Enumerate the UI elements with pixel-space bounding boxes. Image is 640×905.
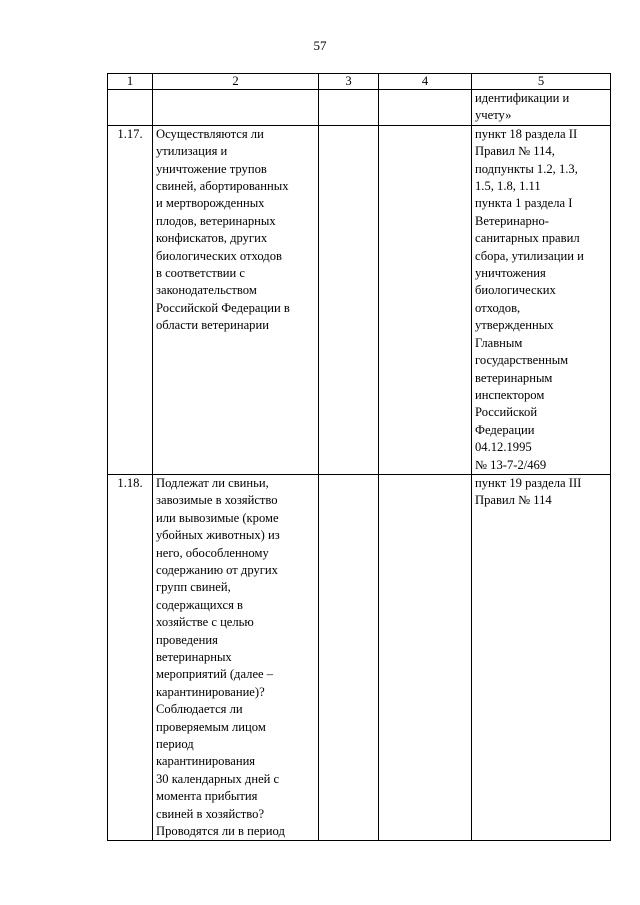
header-col-3: 3 <box>319 74 379 90</box>
question-line: свиней в хозяйство? <box>156 806 265 821</box>
reference-line: Ветеринарно- <box>475 213 549 228</box>
header-col-1: 1 <box>108 74 153 90</box>
question-line: и мертворожденных <box>156 196 265 211</box>
table-row-1-17 <box>108 125 611 474</box>
header-col-5: 5 <box>472 74 611 90</box>
reference-line: пункта 1 раздела I <box>475 196 573 211</box>
question-line: содержащихся в <box>156 597 243 612</box>
question-line: проверяемым лицом <box>156 719 266 734</box>
question-line: Осуществляются ли <box>156 126 264 141</box>
cell-col4 <box>379 125 472 474</box>
reference-line: подпункты 1.2, 1.3, <box>475 161 578 176</box>
inspection-table <box>107 73 611 841</box>
question-line: карантинирование)? <box>156 684 265 699</box>
question-line: него, обособленному <box>156 545 269 560</box>
cell-col4 <box>379 474 472 841</box>
reference-line: отходов, <box>475 300 521 315</box>
table-row-continuation <box>108 90 611 126</box>
cell-reference <box>472 90 611 126</box>
page-number: 57 <box>313 38 327 53</box>
reference-line: санитарных правил <box>475 231 580 246</box>
reference-line: биологических <box>475 283 556 298</box>
question-line: момента прибытия <box>156 789 258 804</box>
reference-line: уничтожения <box>475 266 546 281</box>
row-number: 1.18. <box>108 474 153 841</box>
question-line: области ветеринарии <box>156 318 269 333</box>
question-line: завозимые в хозяйство <box>156 493 278 508</box>
question-line: 30 календарных дней с <box>156 771 280 786</box>
question-line: групп свиней, <box>156 580 231 595</box>
reference-line: пункт 19 раздела III <box>475 475 582 490</box>
reference-line: государственным <box>475 353 569 368</box>
question-line: мероприятий (далее – <box>156 667 274 682</box>
question-line: карантинирования <box>156 754 256 769</box>
reference-line: Федерации <box>475 422 535 437</box>
row-number: 1.17. <box>108 125 153 474</box>
question-line: Соблюдается ли <box>156 702 243 717</box>
question-line: уничтожение трупов <box>156 161 267 176</box>
question-line: Российской Федерации в <box>156 300 290 315</box>
table-row-1-18 <box>108 474 611 841</box>
question-line: законодательством <box>156 283 257 298</box>
question-line: ветеринарных <box>156 650 232 664</box>
question-line: конфискатов, других <box>156 231 268 246</box>
reference-line: 04.12.1995 <box>475 440 532 455</box>
question-line: Подлежат ли свиньи, <box>156 475 269 490</box>
question-line: свиней, абортированных <box>156 179 289 194</box>
reference-line: ветеринарным <box>475 370 553 385</box>
question-line: период <box>156 737 194 752</box>
reference-line: инспектором <box>475 387 545 402</box>
cell-reference <box>472 125 611 474</box>
table-header-row <box>108 74 611 90</box>
reference-line: Главным <box>475 335 523 350</box>
question-line: содержанию от других <box>156 562 278 577</box>
cell-reference <box>472 474 611 841</box>
reference-line: Российской <box>475 405 538 420</box>
reference-line: 1.5, 1.8, 1.11 <box>475 179 541 194</box>
question-line: хозяйстве с целью <box>156 615 254 630</box>
reference-line: Правил № 114 <box>475 493 552 508</box>
question-line: в соответствии с <box>156 266 245 281</box>
cell-col4 <box>379 90 472 126</box>
reference-line: утвержденных <box>475 318 554 333</box>
reference-line: Правил № 114, <box>475 144 555 159</box>
reference-line: № 13-7-2/469 <box>475 457 547 472</box>
cell-col3 <box>319 474 379 841</box>
question-line: проведения <box>156 632 218 647</box>
cell-num <box>108 90 153 126</box>
reference-line: пункт 18 раздела II <box>475 126 578 141</box>
question-line: Проводятся ли в период <box>156 824 285 839</box>
cell-question <box>153 474 319 841</box>
cell-question <box>153 125 319 474</box>
header-col-2: 2 <box>153 74 319 90</box>
reference-line: учету» <box>475 108 512 123</box>
cell-col3 <box>319 90 379 126</box>
reference-line: идентификации и <box>475 91 570 105</box>
header-col-4: 4 <box>379 74 472 90</box>
question-line: утилизация и <box>156 144 228 159</box>
reference-line: сбора, утилизации и <box>475 248 584 263</box>
question-line: убойных животных) из <box>156 528 280 543</box>
question-line: биологических отходов <box>156 248 282 263</box>
question-line: плодов, ветеринарных <box>156 213 276 228</box>
question-line: или вывозимые (кроме <box>156 510 279 525</box>
cell-question <box>153 90 319 126</box>
cell-col3 <box>319 125 379 474</box>
